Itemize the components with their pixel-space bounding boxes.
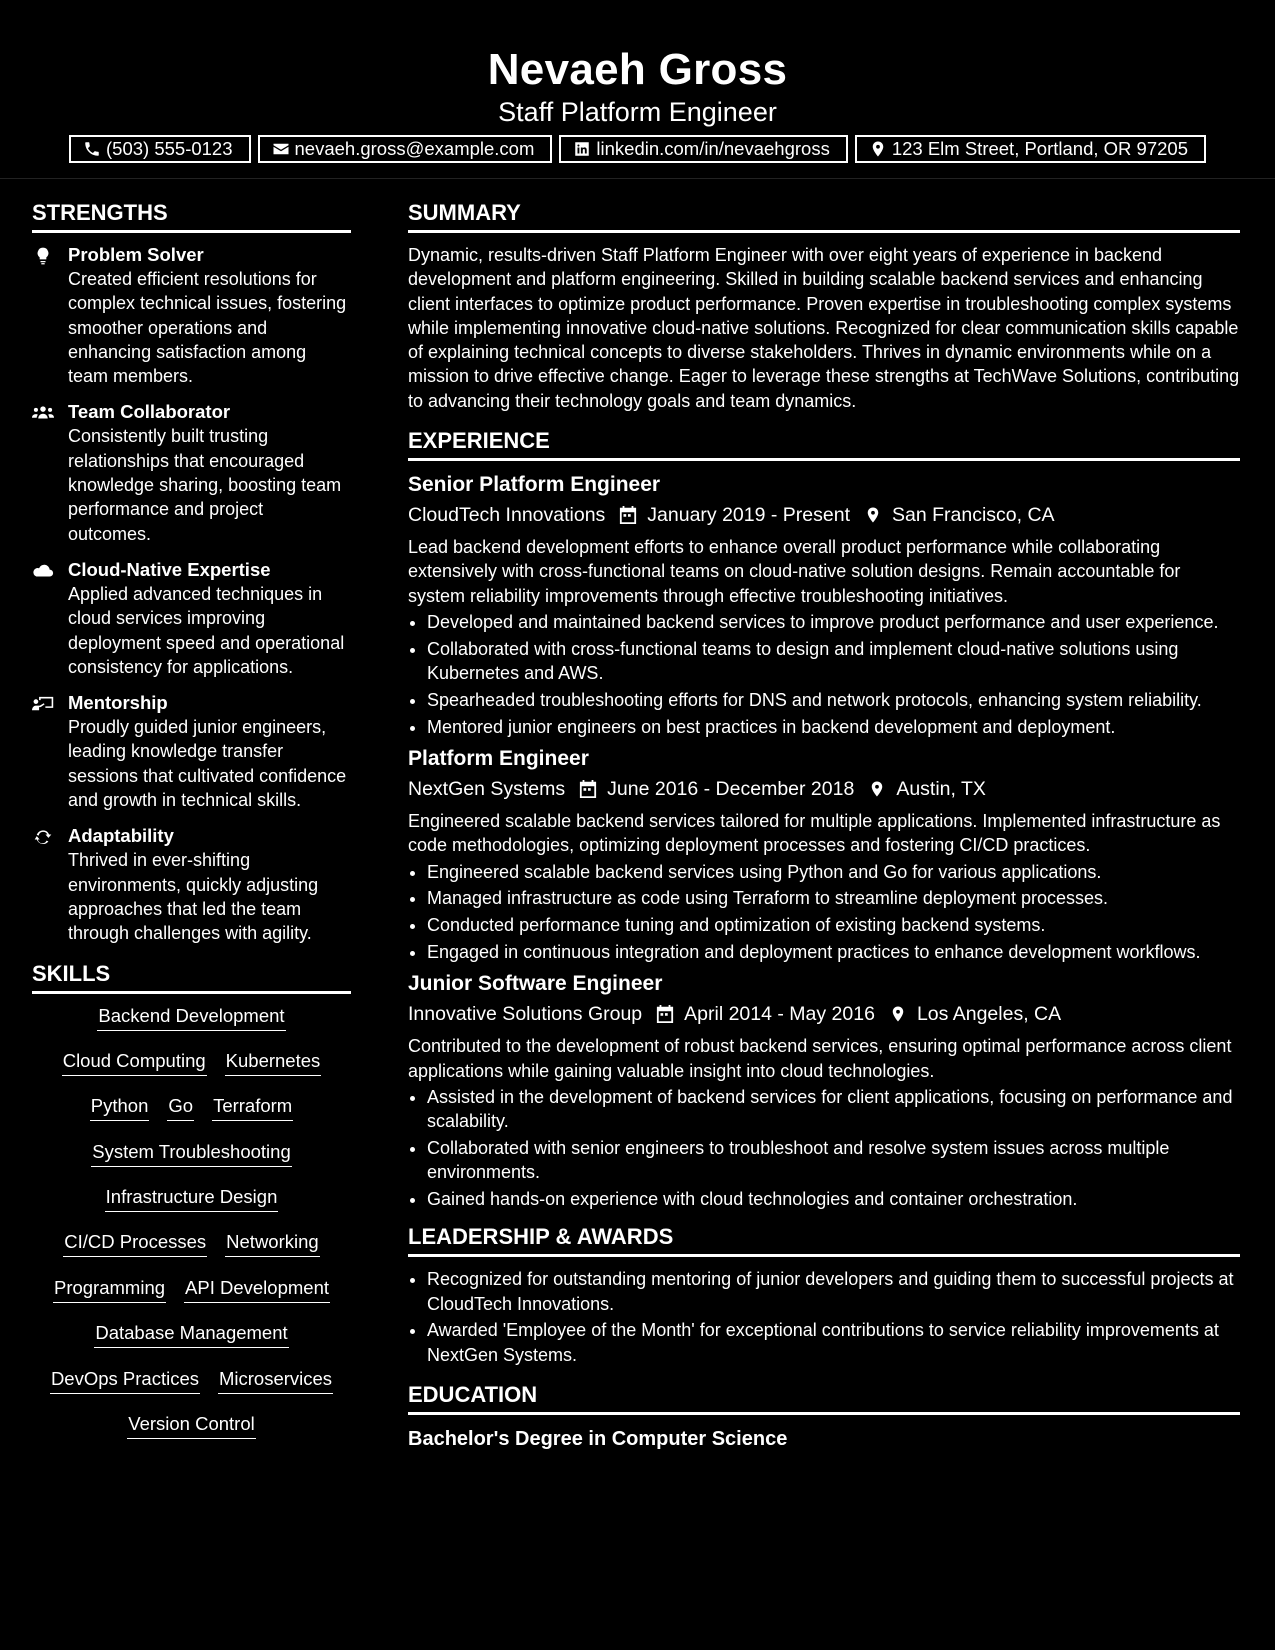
skill-tag: System Troubleshooting bbox=[91, 1140, 291, 1167]
leadership-bullet: • Recognized for outstanding mentoring of junior developers and guiding them to successful projects at CloudTech Innovations. bbox=[427, 1267, 1240, 1316]
job-bullet: • Managed infrastructure as code using Terraform to streamline deployment processes. bbox=[427, 886, 1240, 910]
job-location: Austin, TX bbox=[896, 777, 986, 800]
phone-icon bbox=[83, 140, 101, 158]
job-dates: April 2014 - May 2016 bbox=[684, 1003, 875, 1026]
contact-linkedin[interactable] bbox=[559, 135, 847, 163]
lightbulb-icon bbox=[32, 246, 54, 266]
summary-heading: SUMMARY bbox=[408, 199, 1240, 233]
job-company: NextGen Systems bbox=[408, 777, 566, 800]
contact-address-text: 123 Elm Street, Portland, OR 97205 bbox=[891, 138, 1188, 159]
leadership-heading: LEADERSHIP & AWARDS bbox=[408, 1223, 1240, 1257]
skill-tag: Microservices bbox=[218, 1367, 333, 1394]
skills-list bbox=[32, 1004, 351, 1458]
envelope-icon bbox=[272, 140, 290, 158]
job-location: Los Angeles, CA bbox=[916, 1003, 1062, 1026]
sync-icon bbox=[32, 827, 54, 847]
job-bullet: • Developed and maintained backend services to improve product performance and user experience. bbox=[427, 610, 1240, 634]
job-bullet: • Mentored junior engineers on best practices in backend development and deployment. bbox=[427, 715, 1240, 739]
job-bullets bbox=[408, 610, 1240, 739]
job-company: CloudTech Innovations bbox=[408, 504, 606, 527]
job-location: San Francisco, CA bbox=[892, 504, 1055, 527]
job-meta bbox=[408, 775, 1240, 803]
job-entry bbox=[408, 471, 1240, 739]
job-bullet: • Engaged in continuous integration and deployment practices to enhance development workflows. bbox=[427, 940, 1240, 964]
job-meta bbox=[408, 501, 1240, 529]
job-bullet: • Gained hands-on experience with cloud technologies and container orchestration. bbox=[427, 1187, 1240, 1211]
map-pin-icon bbox=[864, 505, 882, 525]
strength-item bbox=[32, 691, 351, 812]
skill-tag: API Development bbox=[184, 1276, 330, 1303]
strength-title: Mentorship bbox=[68, 692, 168, 714]
map-pin-icon bbox=[868, 779, 886, 799]
header-divider bbox=[0, 178, 1275, 179]
leadership-bullets bbox=[408, 1267, 1240, 1367]
skill-tag: Terraform bbox=[212, 1094, 293, 1121]
calendar-icon bbox=[656, 1004, 674, 1024]
job-company: Innovative Solutions Group bbox=[408, 1003, 643, 1026]
job-dates: June 2016 - December 2018 bbox=[607, 777, 855, 800]
left-column bbox=[32, 199, 351, 1457]
job-title: Senior Platform Engineer bbox=[408, 473, 661, 497]
summary-text: Dynamic, results-driven Staff Platform Engineer with over eight years of experience in backend development and platform engineering. Skilled in building scalable backend services and enhancing client interfaces to optimize product performance. Proven expertise in troubleshooting complex systems while implementing innovative cloud-native solutions. Recognized for clear communication skills capable of explaining technical concepts to diverse stakeholders. Thrives in dynamic environments while on a mission to drive effective change. Eager to leverage these strengths at TechWave Solutions, contributing to advancing their technology goals and team dynamics. bbox=[408, 245, 1240, 411]
strength-title: Adaptability bbox=[68, 825, 174, 847]
strength-title: Cloud-Native Expertise bbox=[68, 558, 271, 580]
strength-desc: Consistently built trusting relationships that encouraged knowledge sharing, boosting team performance and project outcomes. bbox=[68, 426, 342, 544]
job-title: Junior Software Engineer bbox=[408, 972, 663, 996]
strength-desc: Created efficient resolutions for complex technical issues, fostering smoother operations and enhancing satisfaction among team members. bbox=[68, 269, 347, 387]
skill-tag: DevOps Practices bbox=[50, 1367, 200, 1394]
skill-tag: Networking bbox=[225, 1230, 320, 1257]
experience-heading: EXPERIENCE bbox=[408, 427, 1240, 461]
job-entry bbox=[408, 970, 1240, 1211]
education-degree: Bachelor's Degree in Computer Science bbox=[408, 1428, 788, 1450]
job-meta bbox=[408, 1000, 1240, 1028]
skill-tag: Kubernetes bbox=[225, 1049, 322, 1076]
resume-header bbox=[0, 0, 1275, 163]
contact-bar bbox=[0, 135, 1275, 163]
candidate-title: Staff Platform Engineer bbox=[498, 97, 777, 127]
strength-item bbox=[32, 243, 351, 388]
strength-item bbox=[32, 400, 351, 545]
strength-item bbox=[32, 824, 351, 945]
right-column bbox=[408, 199, 1240, 1453]
strength-desc: Thrived in ever-shifting environments, quickly adjusting approaches that led the team through challenges with agility. bbox=[68, 850, 319, 944]
job-bullet: • Conducted performance tuning and optimization of existing backend systems. bbox=[427, 913, 1240, 937]
contact-linkedin-text: linkedin.com/in/nevaehgross bbox=[596, 138, 830, 159]
skill-tag: Go bbox=[167, 1094, 194, 1121]
skill-tag: Cloud Computing bbox=[62, 1049, 207, 1076]
map-pin-icon bbox=[889, 1004, 907, 1024]
job-description: Contributed to the development of robust backend services, ensuring optimal performance across client applications while gaining valuable insight into cloud technologies. bbox=[408, 1036, 1232, 1081]
education-heading: EDUCATION bbox=[408, 1381, 1240, 1415]
map-pin-icon bbox=[869, 140, 887, 158]
contact-address bbox=[855, 135, 1206, 163]
job-title: Platform Engineer bbox=[408, 746, 589, 770]
job-bullet: • Spearheaded troubleshooting efforts for DNS and network protocols, enhancing system reliability. bbox=[427, 688, 1240, 712]
strength-desc: Applied advanced techniques in cloud services improving deployment speed and operational consistency for applications. bbox=[68, 583, 345, 677]
contact-phone-text: (503) 555-0123 bbox=[106, 138, 233, 159]
job-bullet: • Collaborated with senior engineers to troubleshoot and resolve system issues across multiple environments. bbox=[427, 1136, 1240, 1185]
calendar-icon bbox=[619, 505, 637, 525]
strength-desc: Proudly guided junior engineers, leading knowledge transfer sessions that cultivated confidence and growth in technical skills. bbox=[68, 717, 347, 811]
skill-tag: Python bbox=[90, 1094, 150, 1121]
contact-email[interactable] bbox=[258, 135, 553, 163]
users-icon bbox=[32, 403, 54, 423]
strength-title: Team Collaborator bbox=[68, 401, 231, 423]
job-dates: January 2019 - Present bbox=[647, 504, 850, 527]
skill-tag: Database Management bbox=[94, 1321, 288, 1348]
job-bullet: • Collaborated with cross-functional teams to design and implement cloud-native solutions using Kubernetes and AWS. bbox=[427, 637, 1240, 686]
calendar-icon bbox=[579, 779, 597, 799]
skill-tag: Version Control bbox=[127, 1412, 255, 1439]
job-bullets bbox=[408, 1085, 1240, 1211]
contact-phone[interactable] bbox=[69, 135, 251, 163]
skill-tag: Backend Development bbox=[97, 1004, 285, 1031]
leadership-bullet: • Awarded 'Employee of the Month' for exceptional contributions to service reliability improvements at NextGen Systems. bbox=[427, 1318, 1240, 1367]
strengths-heading: STRENGTHS bbox=[32, 199, 351, 233]
job-bullet: • Assisted in the development of backend services for client applications, focusing on performance and scalability. bbox=[427, 1085, 1240, 1134]
job-entry bbox=[408, 745, 1240, 964]
job-description: Engineered scalable backend services tailored for multiple applications. Implemented infrastructure as code methodologies, optimizing deployment processes and fostering CI/CD practices. bbox=[408, 810, 1221, 856]
skill-tag: CI/CD Processes bbox=[63, 1230, 207, 1257]
candidate-name: Nevaeh Gross bbox=[487, 45, 788, 94]
job-bullets bbox=[408, 860, 1240, 965]
strength-title: Problem Solver bbox=[68, 244, 204, 265]
job-description: Lead backend development efforts to enhance overall product performance while collaborating extensively with cross-functional teams on cloud-native solution designs. Remain accountable for system reliability improvements through effective troubleshooting initiatives. bbox=[408, 537, 1181, 606]
strength-item bbox=[32, 558, 351, 679]
linkedin-icon bbox=[573, 140, 591, 158]
cloud-icon bbox=[32, 561, 54, 581]
contact-email-text: nevaeh.gross@example.com bbox=[294, 138, 535, 159]
skill-tag: Infrastructure Design bbox=[105, 1185, 279, 1212]
skill-tag: Programming bbox=[53, 1276, 166, 1303]
job-bullet: • Engineered scalable backend services using Python and Go for various applications. bbox=[427, 860, 1240, 884]
chalkboard-teacher-icon bbox=[32, 694, 54, 714]
skills-heading: SKILLS bbox=[32, 960, 351, 994]
